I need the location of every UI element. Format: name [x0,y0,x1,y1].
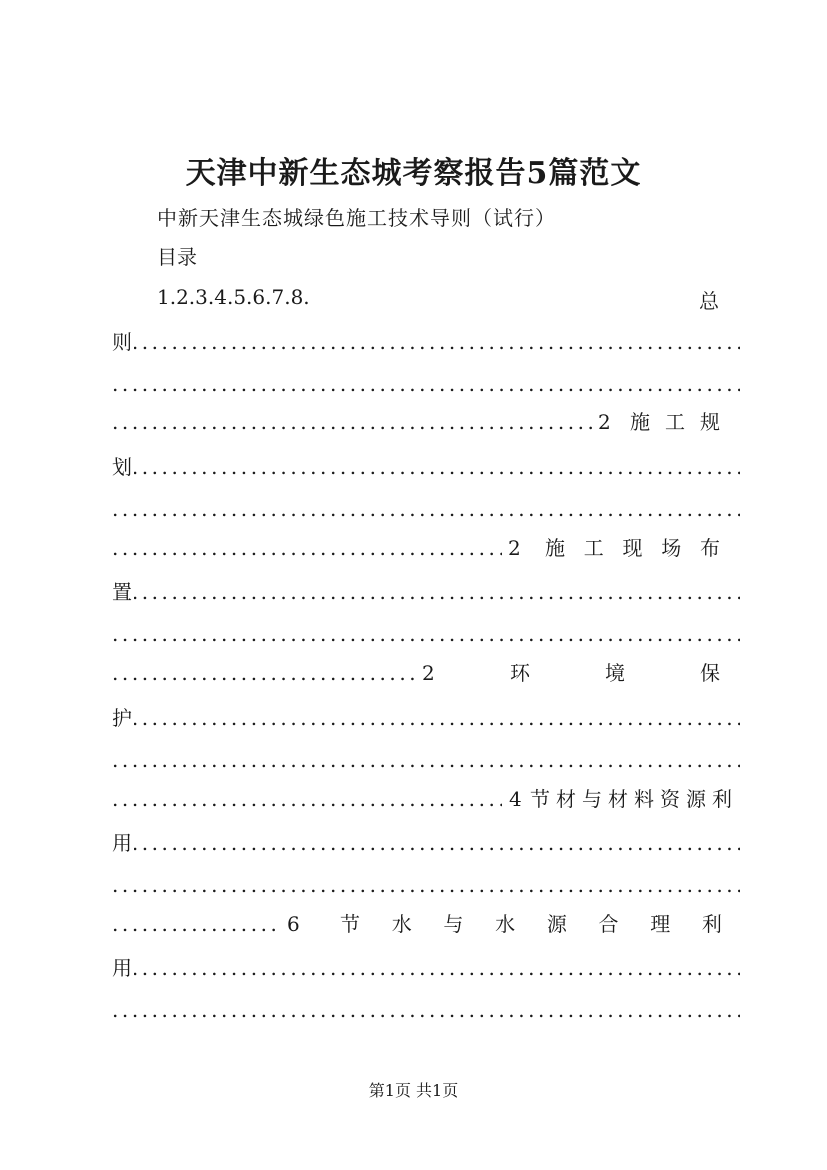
toc-leader-line [112,870,740,900]
toc-entry-3-page: 2 [422,661,435,685]
toc-entry-4-line [112,658,740,688]
toc-entry-1-head: 总 [699,289,719,313]
toc-char: 理 [650,912,671,936]
toc-char: 合 [598,912,619,936]
toc-entry-5-line [112,784,740,814]
toc-entry-4-page: 4 [509,787,522,811]
toc-leader-line [112,452,740,482]
toc-char: 工 [583,536,604,560]
toc-leader-line [112,745,740,775]
toc-char: 现 [622,536,643,560]
toc-char: 场 [661,536,682,560]
toc-char: 规 [700,410,720,434]
toc-leader-line [112,369,740,399]
toc-char: 节 [340,912,360,936]
toc-char: 与 [443,912,464,936]
toc-entry-4-head [510,658,720,688]
toc-entry-6-head [340,909,722,939]
toc-numbers: 1.2.3.4.5.6.7.8. [157,285,310,309]
toc-char: 施 [545,536,565,560]
toc-leader [112,909,282,939]
toc-entry-6-start: ..... 用 [112,953,134,983]
toc-char: 布 [700,536,720,560]
toc-entry-2-page: 2 [508,536,521,560]
toc-entry-5-start: ..... 用 [112,828,134,858]
document-subtitle: 中新天津生态城绿色施工技术导则（试行） [157,206,556,230]
toc-char: 水 [495,912,516,936]
page-footer: 第1页 共1页 [368,1081,459,1100]
toc-char: 境 [605,661,625,685]
toc-leader-line [112,494,740,524]
toc-entry-2-head [630,407,720,437]
toc-entry-5-head: 节材与材料资源利 [530,787,738,811]
toc-entry-3-line [112,533,740,563]
toc-leader-line [112,577,740,607]
toc-entry-1-start: ..... 则 [112,327,134,357]
toc-leader-line [112,953,740,983]
toc-leader-line [112,619,740,649]
toc-char: 环 [510,661,530,685]
document-title: 天津中新生态城考察报告5篇范文 [185,156,642,191]
toc-entry-2-start: ..... 划 [112,452,134,482]
toc-entry-4-start: ..... 护 [112,703,134,733]
toc-leader [112,407,592,437]
toc-entry-3-head [545,533,720,563]
toc-heading: 目录 [157,245,197,269]
toc-entry-5-page: 6 [287,912,300,936]
toc-leader-line [112,828,740,858]
toc-leader [112,533,502,563]
toc-entry-3-start: ..... 置 [112,577,134,607]
toc-char: 施 [630,410,650,434]
toc-leader-line [112,327,740,357]
toc-char: 利 [701,912,722,936]
toc-char: 源 [546,912,567,936]
toc-char: 水 [391,912,412,936]
toc-leader [112,784,502,814]
toc-char: 保 [700,661,720,685]
toc-leader [112,658,416,688]
toc-entry-1-page: 2 [598,410,611,434]
toc-entry-6-line [112,909,740,939]
toc-leader-line [112,995,740,1025]
toc-entry-2-line [112,407,740,437]
toc-char: 工 [665,410,685,434]
toc-leader-line [112,703,740,733]
